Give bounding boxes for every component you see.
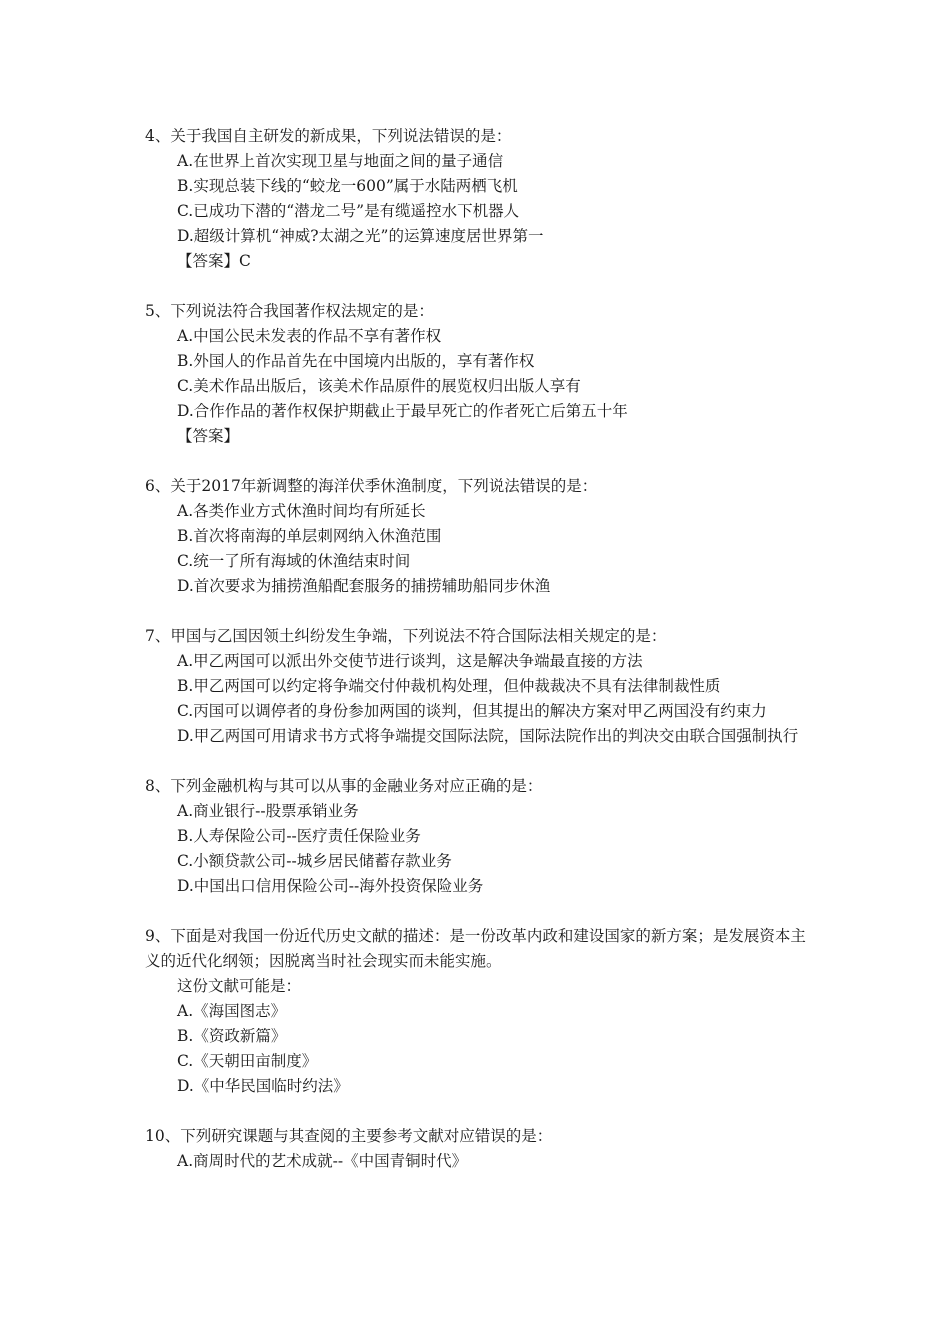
question-4 bbox=[145, 124, 810, 274]
question-stem: 8、下列金融机构与其可以从事的金融业务对应正确的是： bbox=[145, 777, 543, 795]
option-b: B.外国人的作品首先在中国境内出版的，享有著作权 bbox=[177, 352, 535, 370]
option-a: A.商周时代的艺术成就--《中国青铜时代》 bbox=[177, 1152, 468, 1170]
question-stem: 7、甲国与乙国因领土纠纷发生争端，下列说法不符合国际法相关规定的是： bbox=[145, 627, 667, 645]
option-a: A.在世界上首次实现卫星与地面之间的量子通信 bbox=[177, 152, 504, 170]
option-c: C.小额贷款公司--城乡居民储蓄存款业务 bbox=[177, 852, 452, 870]
option-d: D.中国出口信用保险公司--海外投资保险业务 bbox=[177, 877, 484, 895]
option-d: D.超级计算机“神威?太湖之光”的运算速度居世界第一 bbox=[177, 227, 544, 245]
question-7 bbox=[145, 624, 810, 749]
question-stem: 10、下列研究课题与其查阅的主要参考文献对应错误的是： bbox=[145, 1127, 553, 1145]
option-c: C.丙国可以调停者的身份参加两国的谈判，但其提出的解决方案对甲乙两国没有约束力 bbox=[177, 702, 767, 720]
option-a: A.商业银行--股票承销业务 bbox=[177, 802, 359, 820]
question-8 bbox=[145, 774, 810, 899]
question-stem: 9、下面是对我国一份近代历史文献的描述：是一份改革内政和建设国家的新方案；是发展资本主义的近代化纲领；因脱离当时社会现实而未能实施。 bbox=[145, 927, 806, 970]
option-a: A.《海国图志》 bbox=[177, 1002, 287, 1020]
option-b: B.首次将南海的单层刺网纳入休渔范围 bbox=[177, 527, 442, 545]
option-c: C.《天朝田亩制度》 bbox=[177, 1052, 318, 1070]
option-a: A.甲乙两国可以派出外交使节进行谈判，这是解决争端最直接的方法 bbox=[177, 652, 643, 670]
question-6 bbox=[145, 474, 810, 599]
question-stem: 5、下列说法符合我国著作权法规定的是： bbox=[145, 302, 434, 320]
question-5 bbox=[145, 299, 810, 449]
option-b: B.甲乙两国可以约定将争端交付仲裁机构处理，但仲裁裁决不具有法律制裁性质 bbox=[177, 677, 721, 695]
answer-line: 【答案】 bbox=[177, 427, 240, 445]
question-stem: 4、关于我国自主研发的新成果，下列说法错误的是： bbox=[145, 127, 512, 145]
option-c: C.已成功下潜的“潜龙二号”是有缆遥控水下机器人 bbox=[177, 202, 520, 220]
option-b: B.实现总装下线的“蛟龙一600”属于水陆两栖飞机 bbox=[177, 177, 518, 195]
option-c: C.美术作品出版后，该美术作品原件的展览权归出版人享有 bbox=[177, 377, 581, 395]
option-a: A.各类作业方式休渔时间均有所延长 bbox=[177, 502, 426, 520]
option-b: B.人寿保险公司--医疗责任保险业务 bbox=[177, 827, 421, 845]
answer-line: 【答案】C bbox=[177, 252, 251, 270]
question-10 bbox=[145, 1124, 810, 1174]
option-c: C.统一了所有海域的休渔结束时间 bbox=[177, 552, 411, 570]
document-page bbox=[145, 124, 810, 1199]
option-b: B.《资政新篇》 bbox=[177, 1027, 287, 1045]
question-stem: 6、关于2017年新调整的海洋伏季休渔制度，下列说法错误的是： bbox=[145, 477, 598, 495]
option-a: A.中国公民未发表的作品不享有著作权 bbox=[177, 327, 442, 345]
option-d: D.甲乙两国可用请求书方式将争端提交国际法院，国际法院作出的判决交由联合国强制执行 bbox=[177, 727, 799, 745]
option-d: D.首次要求为捕捞渔船配套服务的捕捞辅助船同步休渔 bbox=[177, 577, 551, 595]
question-9 bbox=[145, 924, 810, 1099]
option-d: D.合作作品的著作权保护期截止于最早死亡的作者死亡后第五十年 bbox=[177, 402, 628, 420]
option-d: D.《中华民国临时约法》 bbox=[177, 1077, 349, 1095]
question-subprompt: 这份文献可能是： bbox=[177, 977, 302, 995]
